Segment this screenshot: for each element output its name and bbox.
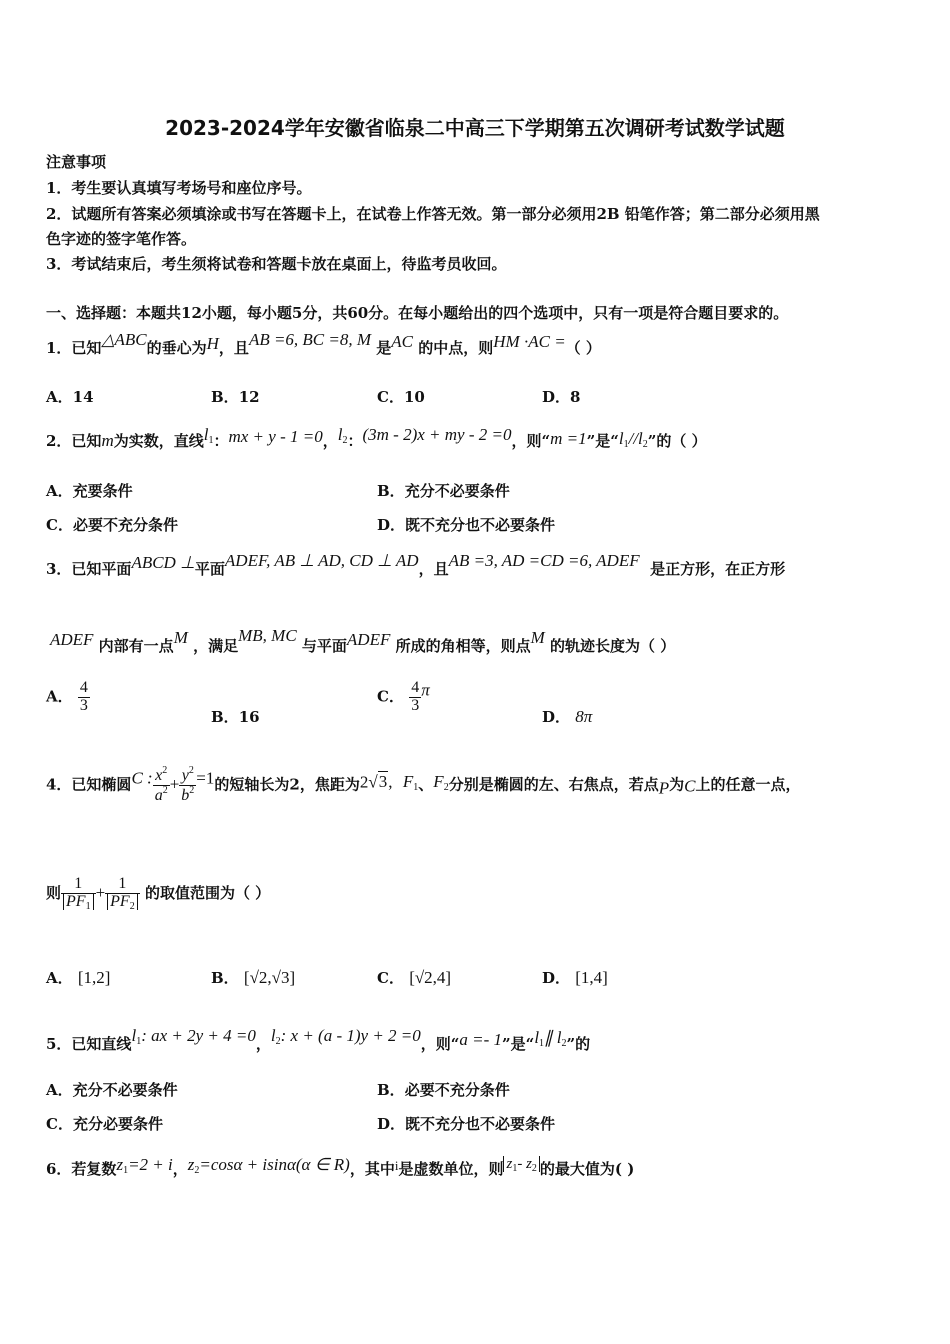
q4-option-a[interactable]: A． [1,2] bbox=[46, 968, 111, 987]
q1-text: ，且 bbox=[218, 339, 249, 357]
q4-math: C : bbox=[131, 768, 153, 788]
question-3 bbox=[46, 551, 785, 579]
q3-option-c[interactable]: C． $\frac{4}{3}$ π bbox=[377, 679, 430, 714]
q4-option-b[interactable]: B． [√2,√3] bbox=[211, 968, 296, 987]
q5-text: 5．已知直线 bbox=[46, 1035, 132, 1053]
q4-text: 则 bbox=[46, 884, 62, 903]
section-heading: 一、选择题：本题共12小题，每小题5分，共60分。在每小题给出的四个选项中，只有一项是符合题目要求的。 bbox=[46, 304, 789, 322]
q3-math: M bbox=[530, 628, 545, 647]
q4-math: $F_2$ bbox=[433, 772, 449, 794]
q2-math: $l_1//l_2$ bbox=[618, 429, 648, 450]
q3-text: ，且 bbox=[418, 560, 449, 578]
question-3-cont bbox=[50, 626, 675, 656]
q3-text: 平面 bbox=[194, 560, 225, 578]
q3-math: M bbox=[173, 628, 188, 647]
q3-math: MB, MC bbox=[238, 626, 297, 645]
fraction-pf1: $\frac{1}{PF_1}$ bbox=[61, 876, 96, 912]
q1-option-b[interactable]: B．12 bbox=[211, 388, 260, 406]
q5-option-c[interactable]: C．充分必要条件 bbox=[46, 1115, 163, 1133]
q3-option-a[interactable]: A． $\frac{4}{3}$ bbox=[46, 679, 88, 714]
page-title: 2023-2024学年安徽省临泉二中高三下学期第五次调研考试数学试题 bbox=[165, 116, 785, 140]
question-4-cont: 则 $\frac{1}{PF_1}$ + $\frac{1}{PF_2}$ 的取值范围为（ ） bbox=[46, 875, 271, 912]
q3-text: 所成的角相等，则点 bbox=[395, 637, 531, 655]
q4-text: 4．已知椭圆 bbox=[46, 775, 132, 794]
q2-math: $l_2$ bbox=[337, 425, 348, 446]
q4-text: 为 bbox=[669, 775, 685, 794]
q5-text: ”是“ bbox=[502, 1035, 535, 1053]
q5-math: $l_1$: ax + 2y + 4 =0 bbox=[131, 1026, 256, 1047]
q2-option-c[interactable]: C．必要不充分条件 bbox=[46, 516, 178, 534]
q4-math: P bbox=[658, 778, 670, 798]
q4-option-c[interactable]: C． [√2,4] bbox=[377, 968, 452, 987]
q2-option-b[interactable]: B．充分不必要条件 bbox=[377, 482, 510, 500]
q4-math: $F_1$ bbox=[402, 772, 419, 794]
q1-math: AC bbox=[391, 332, 414, 351]
q2-text: ： bbox=[213, 432, 229, 450]
q1-option-c[interactable]: C．10 bbox=[377, 388, 425, 406]
q4-text: 的短轴长为2，焦距为 bbox=[214, 775, 360, 794]
q5-text: ，则“ bbox=[420, 1035, 460, 1053]
fraction-x-a: $\frac{x^2}{a^2}$ bbox=[154, 765, 168, 804]
q5-text: ”的 bbox=[566, 1035, 591, 1053]
q2-math: m bbox=[101, 431, 114, 450]
q2-math: (3m - 2)x + my - 2 =0 bbox=[362, 425, 512, 444]
q5-math: $l_1\parallel$ $l_2$ bbox=[534, 1028, 567, 1049]
q1-option-d[interactable]: D．8 bbox=[542, 388, 581, 406]
notice-heading: 注意事项 bbox=[46, 153, 107, 171]
q2-option-d[interactable]: D．既不充分也不必要条件 bbox=[377, 516, 556, 534]
q6-text: 6．若复数 bbox=[46, 1160, 117, 1178]
q3-text: 与平面 bbox=[301, 637, 347, 655]
q4-option-d[interactable]: D． [1,4] bbox=[542, 968, 608, 987]
q5-math: $l_2$: x + (a - 1)y + 2 =0 bbox=[270, 1026, 421, 1047]
q6-text: 是虚数单位，则 bbox=[398, 1160, 504, 1178]
q2-math: $l_1$ bbox=[203, 425, 214, 446]
q3-text: 是正方形，在正方形 bbox=[650, 560, 786, 578]
notice-item-1: 1．考生要认真填写考场号和座位序号。 bbox=[46, 179, 312, 197]
q1-text: 1．已知 bbox=[46, 339, 102, 357]
q2-text: ，则“ bbox=[511, 432, 551, 450]
q4-math: C bbox=[684, 776, 696, 796]
q2-text: ”的（ ） bbox=[647, 432, 707, 450]
q6-text: ， bbox=[172, 1160, 188, 1178]
q6-math: $z_1=2 + i$ bbox=[116, 1155, 173, 1176]
notice-item-2-cont: 色字迹的签字笔作答。 bbox=[46, 230, 197, 248]
notice-item-2: 2．试题所有答案必须填涂或书写在答题卡上，在试卷上作答无效。第一部分必须用2B 铅笔作答；第二部分必须用黑 bbox=[46, 205, 820, 223]
q3-text: 内部有一点 bbox=[98, 637, 174, 655]
q6-text: 的最大值为( ) bbox=[539, 1160, 635, 1178]
q3-option-d[interactable]: D． 8π bbox=[542, 707, 593, 726]
q1-text: 的中点，则 bbox=[418, 339, 494, 357]
q5-option-a[interactable]: A．充分不必要条件 bbox=[46, 1081, 178, 1099]
q3-math: ABCD ⊥ bbox=[131, 553, 195, 572]
q1-text: （ ） bbox=[565, 339, 601, 357]
q3-math: ADEF bbox=[50, 630, 94, 649]
question-1 bbox=[46, 330, 601, 358]
q6-math: $z_2=\cos\alpha + isin\alpha(\alpha$ ∈ R) bbox=[187, 1155, 350, 1176]
q1-math: HM ·AC = bbox=[493, 332, 566, 351]
fraction-pf2: $\frac{1}{PF_2}$ bbox=[105, 876, 140, 912]
q5-math: a =- 1 bbox=[459, 1030, 503, 1049]
q2-text: 为实数，直线 bbox=[113, 432, 204, 450]
q3-text: 的轨迹长度为（ ） bbox=[550, 637, 676, 655]
q1-math: H bbox=[206, 334, 219, 353]
q1-option-a[interactable]: A．14 bbox=[46, 388, 94, 406]
fraction: $\frac{4}{3}$ bbox=[411, 679, 420, 714]
question-4: 4．已知椭圆C : $\frac{x^2}{a^2}$ + $\frac{y^2}{b^2}$ =1的短轴长为2，焦距为2√3, $F_1$、$F_2$分别是椭圆的左、右焦点，若点P为C上的任意一点， bbox=[46, 765, 801, 804]
q5-text: ， bbox=[255, 1035, 271, 1053]
q4-text: 上的任意一点， bbox=[695, 775, 801, 794]
question-5 bbox=[46, 1026, 590, 1054]
q4-text: 分别是椭圆的左、右焦点，若点 bbox=[448, 775, 659, 794]
q1-text: 是 bbox=[376, 339, 392, 357]
q1-text: 的垂心为 bbox=[146, 339, 207, 357]
q6-math: $z_1-$ $z_2$ bbox=[503, 1156, 539, 1172]
q5-option-b[interactable]: B．必要不充分条件 bbox=[377, 1081, 510, 1099]
fraction-y-b: $\frac{y^2}{b^2}$ bbox=[181, 765, 195, 804]
q3-math: ADEF, AB ⊥ AD, CD ⊥ AD bbox=[224, 551, 419, 570]
q5-option-d[interactable]: D．既不充分也不必要条件 bbox=[377, 1115, 556, 1133]
question-6 bbox=[46, 1155, 634, 1179]
q2-text: 2．已知 bbox=[46, 432, 102, 450]
q2-option-a[interactable]: A．充要条件 bbox=[46, 482, 133, 500]
q3-text: ，满足 bbox=[193, 637, 239, 655]
q2-math: mx + y - 1 =0 bbox=[228, 427, 323, 446]
q2-math: m =1 bbox=[550, 429, 587, 448]
fraction: $\frac{4}{3}$ bbox=[79, 679, 88, 714]
q1-math: △ABC bbox=[101, 330, 147, 349]
q2-text: ”是“ bbox=[586, 432, 619, 450]
q2-text: ， bbox=[322, 432, 338, 450]
question-2 bbox=[46, 425, 707, 451]
q3-math: ADEF bbox=[346, 630, 391, 649]
notice-item-3: 3．考试结束后，考生须将试卷和答题卡放在桌面上，待监考员收回。 bbox=[46, 255, 507, 273]
q6-text: ，其中 bbox=[349, 1160, 395, 1178]
q2-text: ： bbox=[347, 432, 363, 450]
q6-math: i bbox=[394, 1158, 399, 1173]
q1-math: AB =6, BC =8, M bbox=[248, 330, 372, 349]
q3-text: 3．已知平面 bbox=[46, 560, 132, 578]
q4-text: 、 bbox=[418, 775, 434, 794]
q3-math: AB =3, AD =CD =6, ADEF bbox=[448, 551, 640, 570]
q3-option-b[interactable]: B．16 bbox=[211, 708, 260, 726]
q4-math: 2√3, bbox=[359, 772, 393, 792]
q4-text: 的取值范围为（ ） bbox=[144, 884, 271, 903]
